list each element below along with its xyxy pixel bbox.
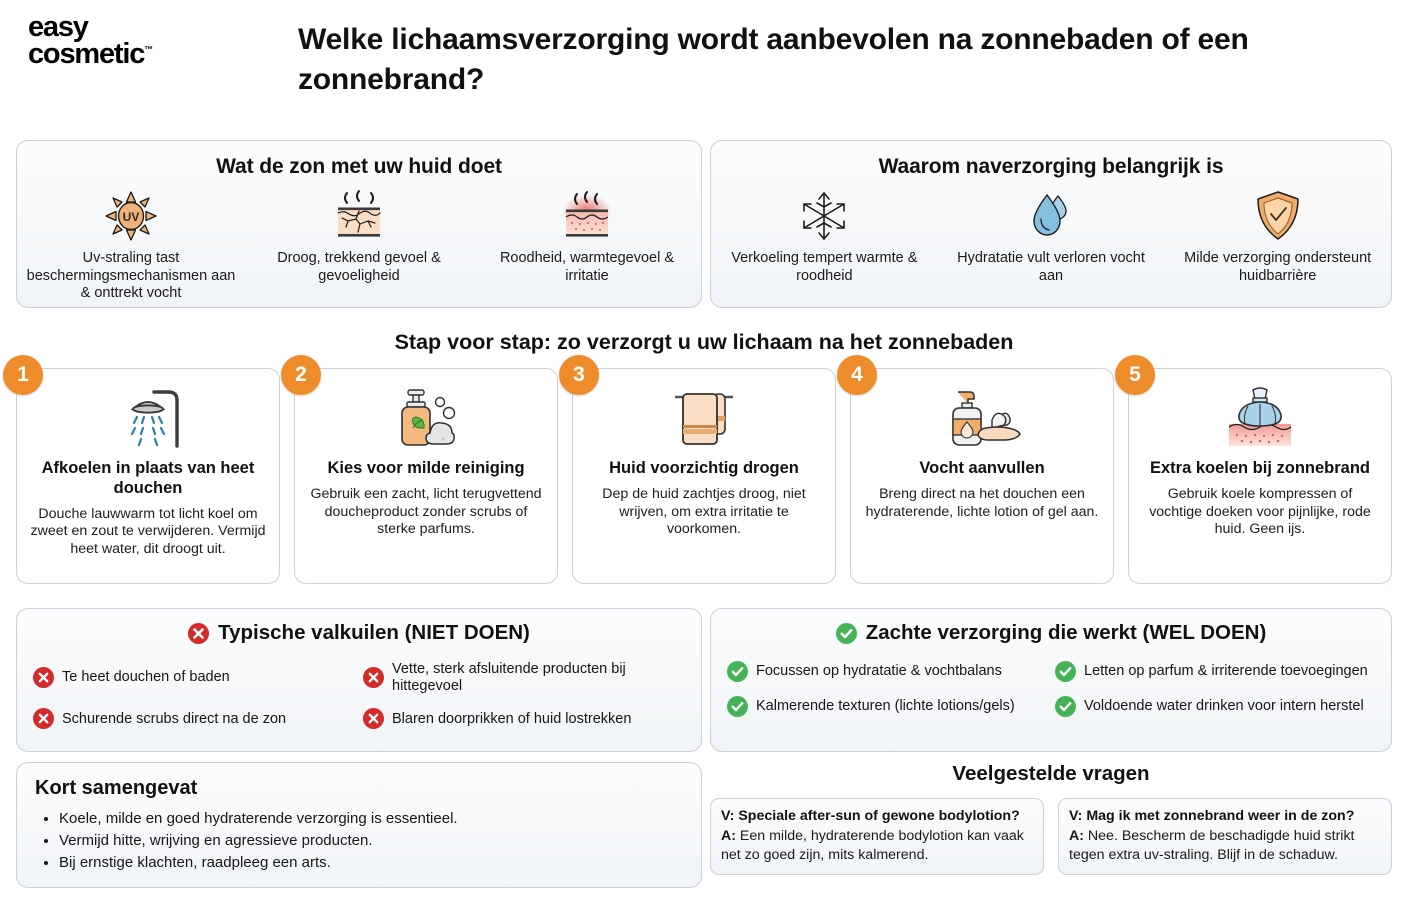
step-body: Breng direct na het douchen een hydraterende, lichte lotion of gel aan. (865, 485, 1099, 520)
cross-circle-icon (363, 667, 384, 688)
summary-list (59, 808, 683, 873)
faq-question (1069, 807, 1381, 825)
why-caption: Verkoeling tempert warmte & roodheid (731, 250, 918, 284)
step-title: Afkoelen in plaats van heet douchen (41, 459, 255, 497)
recommended-title: Zachte verzorging die werkt (WEL DOEN) (865, 621, 1267, 644)
recommended-item (1055, 696, 1375, 717)
summary-item: • Bij ernstige klachten, raadpleeg een arts. (59, 852, 683, 874)
step-card-4 (850, 363, 1114, 584)
panel-why-items (711, 189, 1391, 285)
summary-item: • Koele, milde en goed hydraterende verzorging is essentieel. (59, 808, 683, 830)
step-body: Dep de huid zachtjes droog, niet wrijven, om extra irritatie te voorkomen. (602, 485, 806, 538)
shower-icon (105, 385, 191, 451)
faq-section (710, 762, 1392, 888)
check-circle-icon (1055, 696, 1076, 717)
why-item (1164, 189, 1391, 285)
summary-title: Kort samengevat (35, 777, 198, 799)
cracked-skin-icon (328, 189, 390, 243)
faq-question-text: Mag ik met zonnebrand weer in de zon? (1082, 808, 1355, 824)
step-title: Vocht aanvullen (919, 459, 1045, 477)
recommended-header (727, 621, 1375, 645)
step-card-2 (294, 363, 558, 584)
panel-sun-items (17, 189, 701, 303)
pitfall-item (33, 661, 355, 694)
recommended-list (727, 661, 1375, 717)
pitfall-label: Schurende scrubs direct na de zon (62, 710, 287, 727)
step-body: Douche lauwwarm tot licht koel om zweet en zout te verwijderen. Vermijd heet water, dit droogt uit. (30, 505, 266, 558)
pitfall-label: Te heet douchen of baden (62, 669, 230, 686)
panel-why-title: Waarom naverzorging belangrijk is (878, 155, 1224, 178)
recommended-label: Focussen op hydratatie & vochtbalans (756, 663, 1002, 680)
faq-title: Veelgestelde vragen (952, 762, 1150, 785)
faq-card (710, 798, 1044, 875)
faq-answer-prefix: A: (721, 828, 736, 845)
faq-answer-text: Een milde, hydraterende bodylotion kan vaak net zo goed zijn, mits kalmerend. (721, 828, 1024, 863)
shower-gel-bottle-icon (383, 385, 469, 451)
summary-item: • Vermijd hitte, wrijving en agressieve producten. (59, 830, 683, 852)
pitfall-label: Vette, sterk afsluitende producten bij hittegevoel (392, 661, 626, 694)
svg-text:UV: UV (122, 210, 140, 224)
water-drop-icon (1027, 189, 1075, 243)
snowflake-icon (799, 189, 849, 243)
cold-compress-icon (1215, 385, 1305, 451)
panel-sun-effects (16, 140, 702, 308)
panel-pitfalls (16, 608, 702, 752)
cross-circle-icon (33, 667, 54, 688)
why-item (711, 189, 938, 285)
sun-effect-item (473, 189, 701, 303)
brand-logo (28, 11, 208, 70)
brand-logo-line1: easy (28, 11, 88, 43)
steps-row (16, 363, 1392, 584)
step-body: Gebruik een zacht, licht terugvettend doucheproduct zonder scrubs of sterke parfums. (310, 485, 542, 538)
panel-summary (16, 762, 702, 888)
faq-answer-prefix: A: (1069, 828, 1084, 845)
panel-why-aftercare (710, 140, 1392, 308)
step-card-3 (572, 363, 836, 584)
faq-question (721, 807, 1033, 825)
panel-sun-title: Wat de zon met uw huid doet (216, 155, 502, 178)
sun-effect-caption: Droog, trekkend gevoel & gevoeligheid (277, 250, 441, 284)
faq-question-prefix: V: (721, 808, 735, 824)
pitfall-item (363, 708, 685, 729)
step-number-badge: 4 (837, 355, 877, 395)
faq-card (1058, 798, 1392, 875)
why-caption: Hydratatie vult verloren vocht aan (957, 250, 1145, 284)
recommended-item (727, 696, 1047, 717)
step-title: Extra koelen bij zonnebrand (1149, 459, 1371, 477)
step-number-badge: 3 (559, 355, 599, 395)
faq-question-text: Speciale after-sun of gewone bodylotion? (734, 808, 1020, 824)
step-body: Gebruik koele kompressen of vochtige doeken voor pijnlijke, rode huid. Geen ijs. (1149, 485, 1371, 538)
recommended-label: Kalmerende texturen (lichte lotions/gels) (756, 698, 1015, 715)
cross-circle-icon (188, 623, 209, 644)
pitfalls-title: Typische valkuilen (NIET DOEN) (218, 621, 530, 644)
step-card-1 (16, 363, 280, 584)
sun-effect-caption: Uv-straling tast beschermingsmechanismen aan & onttrekt vocht (26, 250, 236, 302)
sun-effect-item (17, 189, 245, 303)
red-hot-skin-icon (556, 189, 618, 243)
trademark-symbol: ™ (144, 44, 154, 55)
faq-answer (1069, 827, 1381, 864)
brand-logo-line2: cosmetic™ (28, 37, 154, 70)
why-caption: Milde verzorging ondersteunt huidbarrière (1184, 250, 1372, 284)
step-number-badge: 5 (1115, 355, 1155, 395)
pitfall-label: Blaren doorprikken of huid lostrekken (392, 710, 632, 727)
recommended-label: Voldoende water drinken voor intern herstel (1084, 698, 1364, 715)
faq-question-prefix: V: (1069, 808, 1083, 824)
step-number-badge: 2 (281, 355, 321, 395)
towel-icon (661, 385, 747, 451)
header (0, 0, 1408, 122)
check-circle-icon (727, 696, 748, 717)
step-title: Kies voor milde reiniging (327, 459, 525, 477)
why-item (938, 189, 1165, 285)
recommended-item (727, 661, 1047, 682)
cross-circle-icon (33, 708, 54, 729)
pitfalls-list (33, 661, 685, 729)
step-title: Huid voorzichtig drogen (609, 459, 799, 477)
faq-cards (710, 798, 1392, 875)
sun-effect-caption: Roodheid, warmtegevoel & irritatie (499, 250, 675, 284)
sun-effect-item (245, 189, 473, 303)
uv-sun-icon (102, 189, 160, 243)
panel-recommended (710, 608, 1392, 752)
check-circle-icon (727, 661, 748, 682)
recommended-item (1055, 661, 1375, 682)
check-circle-icon (1055, 661, 1076, 682)
faq-answer (721, 827, 1033, 864)
step-card-5 (1128, 363, 1392, 584)
cross-circle-icon (363, 708, 384, 729)
pitfalls-header (33, 621, 685, 645)
lotion-pump-hand-icon (934, 385, 1030, 451)
faq-answer-text: Nee. Bescherm de beschadigde huid strikt tegen extra uv-straling. Blijf in de schaduw. (1069, 828, 1355, 863)
shield-check-icon (1254, 189, 1302, 243)
pitfall-item (363, 661, 685, 694)
check-circle-icon (836, 623, 857, 644)
recommended-label: Letten op parfum & irriterende toevoegingen (1084, 663, 1368, 680)
steps-section-title: Stap voor stap: zo verzorgt u uw lichaam na het zonnebaden (394, 330, 1014, 354)
step-number-badge: 1 (3, 355, 43, 395)
page-title: Welke lichaamsverzorging wordt aanbevolen na zonnebaden of een zonnebrand? (298, 23, 1249, 96)
pitfall-item (33, 708, 355, 729)
